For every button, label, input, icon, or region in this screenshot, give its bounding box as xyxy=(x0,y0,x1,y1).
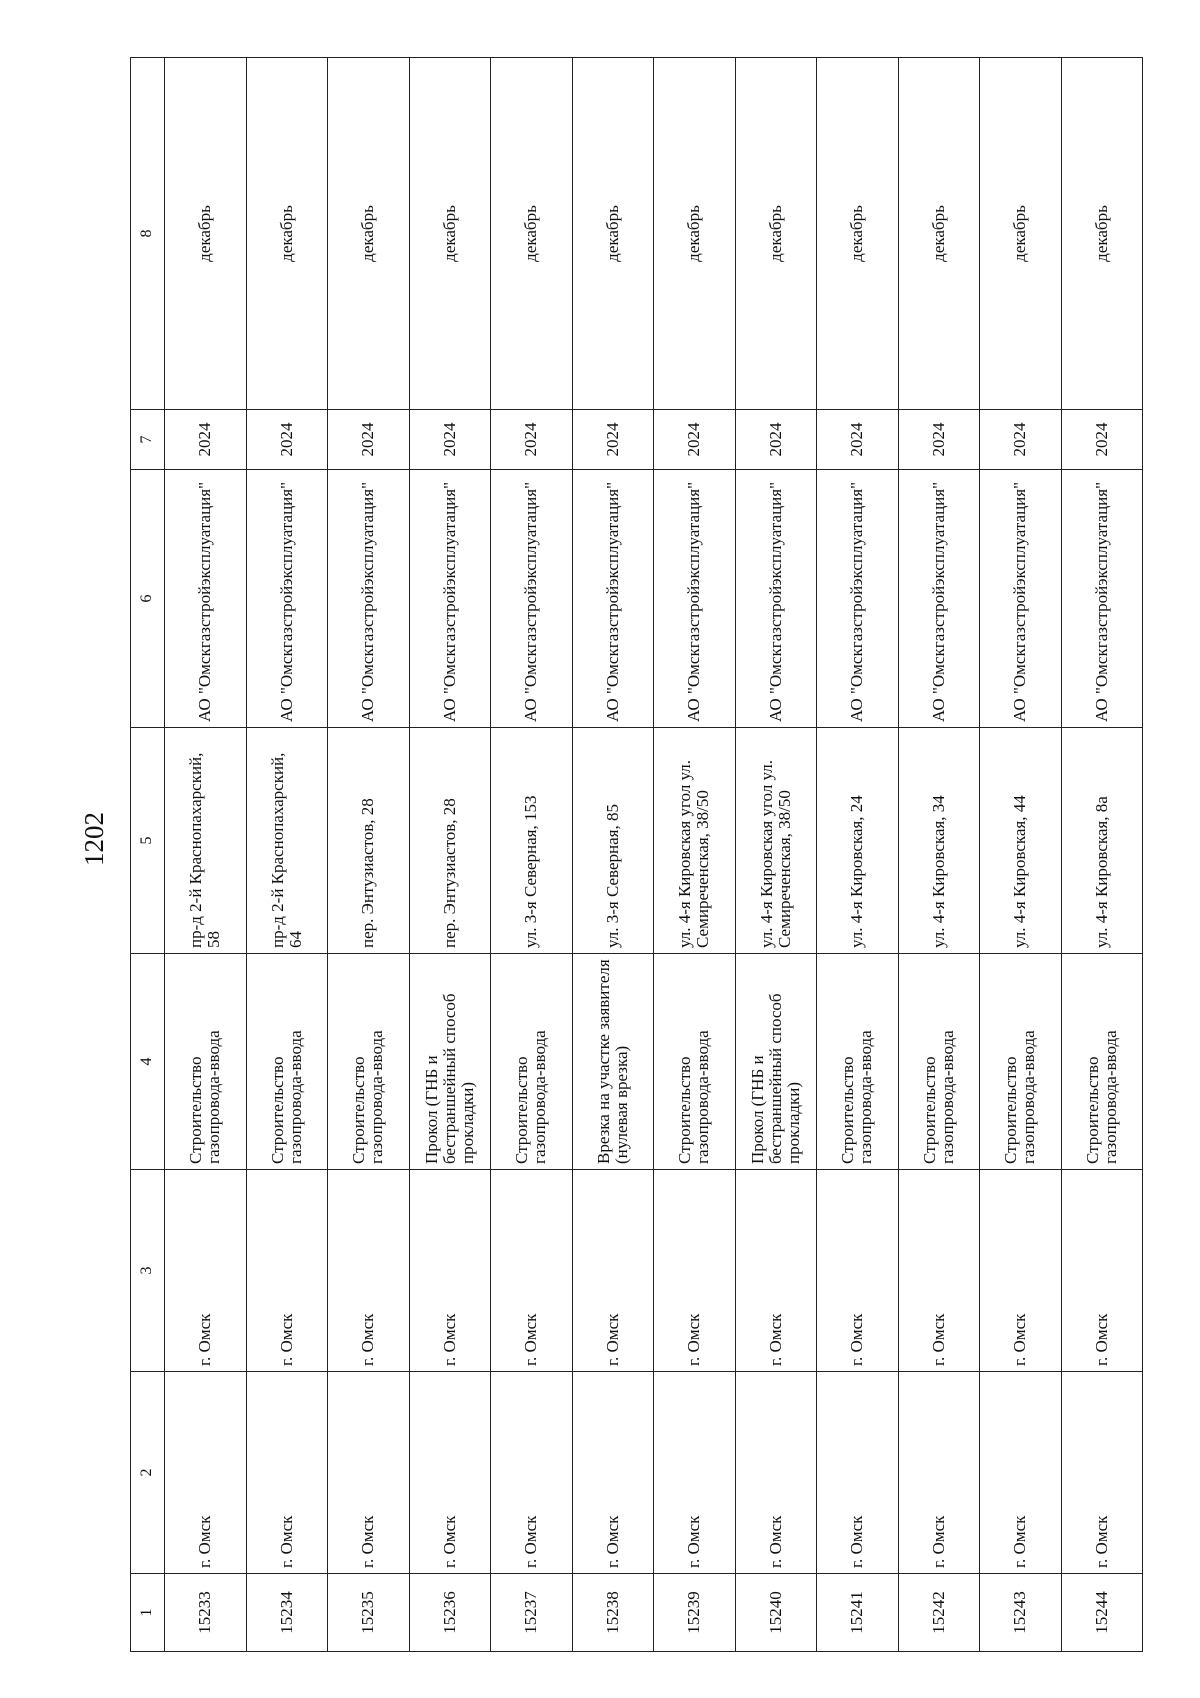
district-cell: г. Омск xyxy=(735,1372,817,1574)
district-cell: г. Омск xyxy=(654,1372,736,1574)
year-cell: 2024 xyxy=(491,410,573,470)
work-type-cell: Врезка на участке заявителя (нулевая врезка) xyxy=(572,954,654,1170)
organization-cell: АО "Омскгазстройэксплуатация" xyxy=(654,470,736,728)
work-type-cell: Строительство газопровода-ввода xyxy=(246,954,328,1170)
settlement-cell: г. Омск xyxy=(328,1170,410,1372)
district-cell: г. Омск xyxy=(246,1372,328,1574)
settlement-cell: г. Омск xyxy=(817,1170,899,1372)
month-cell: декабрь xyxy=(328,58,410,410)
organization-cell: АО "Омскгазстройэксплуатация" xyxy=(898,470,980,728)
year-cell: 2024 xyxy=(735,410,817,470)
table-row xyxy=(165,58,247,1652)
table-row xyxy=(1061,58,1143,1652)
settlement-cell: г. Омск xyxy=(572,1170,654,1372)
settlement-cell: г. Омск xyxy=(735,1170,817,1372)
month-cell: декабрь xyxy=(654,58,736,410)
table-row xyxy=(654,58,736,1652)
organization-cell: АО "Омскгазстройэксплуатация" xyxy=(328,470,410,728)
year-cell: 2024 xyxy=(980,410,1062,470)
year-cell: 2024 xyxy=(654,410,736,470)
rotated-table-container xyxy=(130,58,1143,1652)
column-header: 2 xyxy=(131,1372,165,1574)
organization-cell: АО "Омскгазстройэксплуатация" xyxy=(165,470,247,728)
header-row xyxy=(131,58,165,1652)
district-cell: г. Омск xyxy=(980,1372,1062,1574)
row-number-cell: 15239 xyxy=(654,1574,736,1652)
year-cell: 2024 xyxy=(572,410,654,470)
organization-cell: АО "Омскгазстройэксплуатация" xyxy=(491,470,573,728)
row-number-cell: 15243 xyxy=(980,1574,1062,1652)
address-cell: ул. 4-я Кировская, 44 xyxy=(980,728,1062,954)
settlement-cell: г. Омск xyxy=(165,1170,247,1372)
address-cell: пер. Энтузиастов, 28 xyxy=(409,728,491,954)
work-type-cell: Строительство газопровода-ввода xyxy=(165,954,247,1170)
organization-cell: АО "Омскгазстройэксплуатация" xyxy=(1061,470,1143,728)
table-row xyxy=(572,58,654,1652)
organization-cell: АО "Омскгазстройэксплуатация" xyxy=(817,470,899,728)
work-type-cell: Строительство газопровода-ввода xyxy=(817,954,899,1170)
month-cell: декабрь xyxy=(165,58,247,410)
row-number-cell: 15233 xyxy=(165,1574,247,1652)
row-number-cell: 15244 xyxy=(1061,1574,1143,1652)
year-cell: 2024 xyxy=(409,410,491,470)
table-row xyxy=(409,58,491,1652)
year-cell: 2024 xyxy=(328,410,410,470)
address-cell: ул. 4-я Кировская, 24 xyxy=(817,728,899,954)
column-header: 1 xyxy=(131,1574,165,1652)
address-cell: ул. 4-я Кировская угол ул. Семиреченская, 38/50 xyxy=(654,728,736,954)
month-cell: декабрь xyxy=(409,58,491,410)
month-cell: декабрь xyxy=(980,58,1062,410)
month-cell: декабрь xyxy=(1061,58,1143,410)
settlement-cell: г. Омск xyxy=(246,1170,328,1372)
row-number-cell: 15240 xyxy=(735,1574,817,1652)
column-header: 5 xyxy=(131,728,165,954)
month-cell: декабрь xyxy=(735,58,817,410)
year-cell: 2024 xyxy=(817,410,899,470)
organization-cell: АО "Омскгазстройэксплуатация" xyxy=(409,470,491,728)
settlement-cell: г. Омск xyxy=(898,1170,980,1372)
row-number-cell: 15238 xyxy=(572,1574,654,1652)
table-row xyxy=(817,58,899,1652)
work-type-cell: Прокол (ГНБ и бестраншейный способ прокладки) xyxy=(409,954,491,1170)
month-cell: декабрь xyxy=(572,58,654,410)
organization-cell: АО "Омскгазстройэксплуатация" xyxy=(246,470,328,728)
column-header: 7 xyxy=(131,410,165,470)
district-cell: г. Омск xyxy=(409,1372,491,1574)
table-row xyxy=(328,58,410,1652)
month-cell: декабрь xyxy=(898,58,980,410)
settlement-cell: г. Омск xyxy=(980,1170,1062,1372)
district-cell: г. Омск xyxy=(165,1372,247,1574)
gas-works-table xyxy=(130,57,1143,1652)
row-number-cell: 15237 xyxy=(491,1574,573,1652)
district-cell: г. Омск xyxy=(572,1372,654,1574)
column-header: 8 xyxy=(131,58,165,410)
work-type-cell: Строительство газопровода-ввода xyxy=(1061,954,1143,1170)
address-cell: ул. 4-я Кировская, 8а xyxy=(1061,728,1143,954)
row-number-cell: 15234 xyxy=(246,1574,328,1652)
table-row xyxy=(246,58,328,1652)
organization-cell: АО "Омскгазстройэксплуатация" xyxy=(572,470,654,728)
settlement-cell: г. Омск xyxy=(491,1170,573,1372)
year-cell: 2024 xyxy=(1061,410,1143,470)
row-number-cell: 15241 xyxy=(817,1574,899,1652)
page-number: 1202 xyxy=(79,812,109,866)
district-cell: г. Омск xyxy=(817,1372,899,1574)
district-cell: г. Омск xyxy=(898,1372,980,1574)
column-header: 3 xyxy=(131,1170,165,1372)
settlement-cell: г. Омск xyxy=(409,1170,491,1372)
work-type-cell: Прокол (ГНБ и бестраншейный способ прокладки) xyxy=(735,954,817,1170)
organization-cell: АО "Омскгазстройэксплуатация" xyxy=(735,470,817,728)
table-row xyxy=(980,58,1062,1652)
district-cell: г. Омск xyxy=(328,1372,410,1574)
month-cell: декабрь xyxy=(246,58,328,410)
row-number-cell: 15235 xyxy=(328,1574,410,1652)
district-cell: г. Омск xyxy=(1061,1372,1143,1574)
organization-cell: АО "Омскгазстройэксплуатация" xyxy=(980,470,1062,728)
address-cell: ул. 4-я Кировская угол ул. Семиреченская, 38/50 xyxy=(735,728,817,954)
year-cell: 2024 xyxy=(898,410,980,470)
settlement-cell: г. Омск xyxy=(1061,1170,1143,1372)
table-row xyxy=(491,58,573,1652)
work-type-cell: Строительство газопровода-ввода xyxy=(491,954,573,1170)
work-type-cell: Строительство газопровода-ввода xyxy=(980,954,1062,1170)
row-number-cell: 15242 xyxy=(898,1574,980,1652)
district-cell: г. Омск xyxy=(491,1372,573,1574)
address-cell: пр-д 2-й Краснопахарский, 64 xyxy=(246,728,328,954)
settlement-cell: г. Омск xyxy=(654,1170,736,1372)
work-type-cell: Строительство газопровода-ввода xyxy=(328,954,410,1170)
column-header: 6 xyxy=(131,470,165,728)
work-type-cell: Строительство газопровода-ввода xyxy=(654,954,736,1170)
row-number-cell: 15236 xyxy=(409,1574,491,1652)
table-row xyxy=(898,58,980,1652)
address-cell: ул. 4-я Кировская, 34 xyxy=(898,728,980,954)
table-row xyxy=(735,58,817,1652)
month-cell: декабрь xyxy=(817,58,899,410)
year-cell: 2024 xyxy=(165,410,247,470)
month-cell: декабрь xyxy=(491,58,573,410)
address-cell: пер. Энтузиастов, 28 xyxy=(328,728,410,954)
address-cell: пр-д 2-й Краснопахарский, 58 xyxy=(165,728,247,954)
address-cell: ул. 3-я Северная, 153 xyxy=(491,728,573,954)
address-cell: ул. 3-я Северная, 85 xyxy=(572,728,654,954)
column-header: 4 xyxy=(131,954,165,1170)
work-type-cell: Строительство газопровода-ввода xyxy=(898,954,980,1170)
year-cell: 2024 xyxy=(246,410,328,470)
